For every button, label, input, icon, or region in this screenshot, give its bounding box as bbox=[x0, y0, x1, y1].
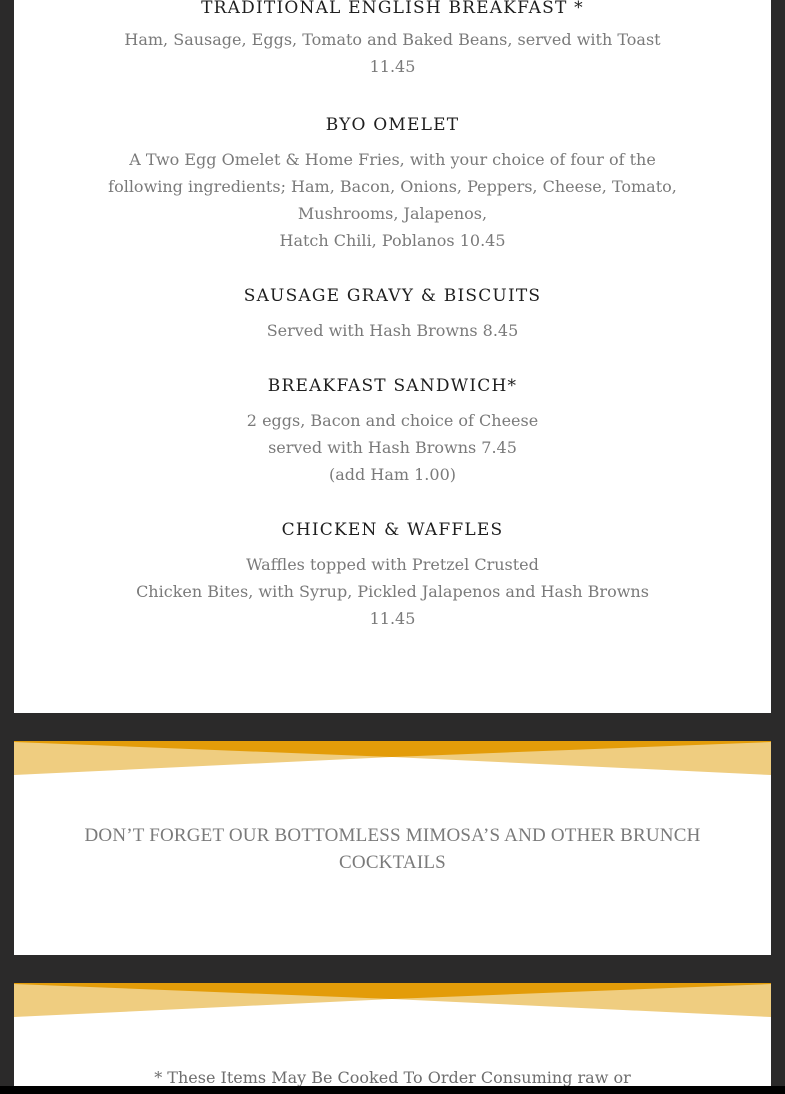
menu-item bbox=[14, 0, 771, 80]
description-line: 11.45 bbox=[369, 609, 416, 628]
description-line: Waffles topped with Pretzel Crusted bbox=[246, 555, 539, 574]
menu-item-title: BYO OMELET bbox=[325, 115, 460, 135]
description-line: Mushrooms, Jalapenos, bbox=[297, 204, 488, 223]
menu-item-title: SAUSAGE GRAVY & BISCUITS bbox=[243, 286, 542, 306]
promo-line: COCKTAILS bbox=[339, 852, 446, 873]
menu-item-title: BREAKFAST SANDWICH* bbox=[267, 376, 518, 396]
description-line: Chicken Bites, with Syrup, Pickled Jalapenos and Hash Browns bbox=[136, 582, 649, 601]
menu-item-title: CHICKEN & WAFFLES bbox=[281, 520, 504, 540]
menu-item-description bbox=[14, 407, 771, 488]
menu-item-description bbox=[14, 317, 771, 344]
menu-item-description bbox=[14, 551, 771, 632]
description-line: Hatch Chili, Poblanos 10.45 bbox=[279, 231, 506, 250]
description-line: 2 eggs, Bacon and choice of Cheese bbox=[246, 411, 539, 430]
description-line: following ingredients; Ham, Bacon, Onions, Peppers, Cheese, Tomato, bbox=[108, 177, 677, 196]
menu-item-description bbox=[14, 26, 771, 80]
promo-message bbox=[14, 822, 771, 876]
promo-line: DON’T FORGET OUR BOTTOMLESS MIMOSA’S AND OTHER BRUNCH bbox=[84, 825, 701, 846]
ribbon-banner-divider bbox=[14, 983, 771, 1017]
menu-item bbox=[14, 113, 771, 254]
ribbon-banner-divider bbox=[14, 741, 771, 775]
menu-item bbox=[14, 518, 771, 632]
allergy-disclaimer: * These Items May Be Cooked To Order Consuming raw or bbox=[154, 1068, 631, 1086]
description-line: (add Ham 1.00) bbox=[329, 465, 456, 484]
description-line: A Two Egg Omelet & Home Fries, with your choice of four of the bbox=[129, 150, 656, 169]
description-line: Ham, Sausage, Eggs, Tomato and Baked Beans, served with Toast bbox=[124, 30, 661, 49]
description-line: served with Hash Browns 7.45 bbox=[268, 438, 517, 457]
menu-item-description bbox=[14, 146, 771, 254]
note-panel bbox=[14, 983, 771, 1086]
description-line: Served with Hash Browns 8.45 bbox=[266, 321, 519, 340]
promo-panel bbox=[14, 741, 771, 955]
menu-item-title: TRADITIONAL ENGLISH BREAKFAST * bbox=[201, 0, 584, 18]
menu-item bbox=[14, 284, 771, 344]
description-line: 11.45 bbox=[369, 57, 416, 76]
bottom-edge-bar bbox=[0, 1086, 785, 1094]
menu-item bbox=[14, 374, 771, 488]
menu-panel bbox=[14, 0, 771, 713]
